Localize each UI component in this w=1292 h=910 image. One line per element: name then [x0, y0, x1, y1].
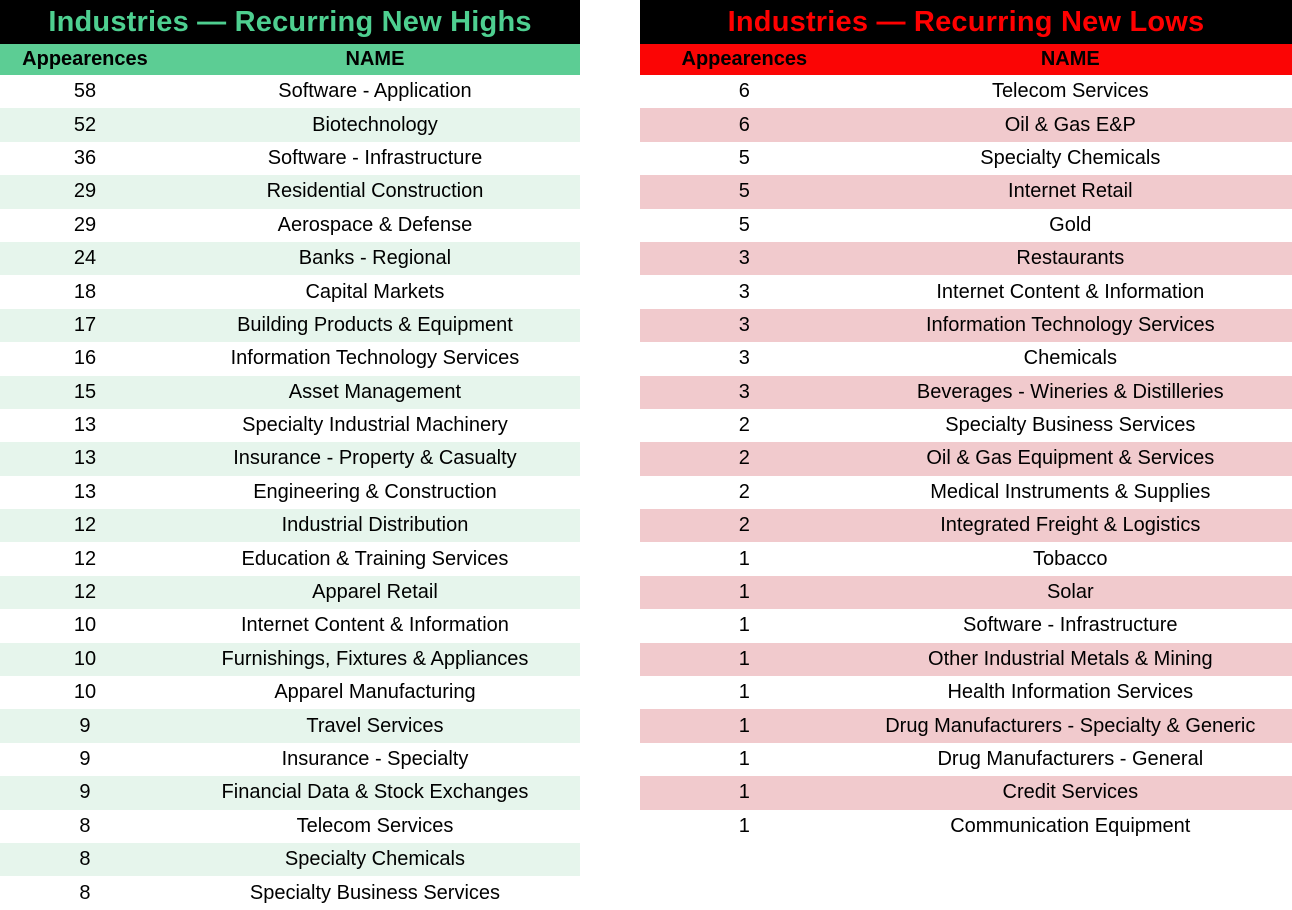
- table-row: [640, 476, 1292, 509]
- cell-name: Specialty Chemicals: [284, 848, 465, 871]
- cell-name: Telecom Services: [296, 814, 454, 837]
- table-row: [0, 609, 580, 642]
- cell-appearences: 3: [738, 247, 750, 270]
- cell-appearences: 13: [73, 447, 97, 470]
- cell-appearences: 5: [738, 213, 750, 236]
- cell-name: Industrial Distribution: [281, 514, 469, 537]
- new-lows-title-bar: [640, 0, 1292, 44]
- column-header-appearences: Appearences: [22, 48, 148, 70]
- table-row: [0, 75, 580, 108]
- table-row: [0, 876, 580, 909]
- cell-name: Residential Construction: [266, 180, 484, 203]
- cell-name: Financial Data & Stock Exchanges: [221, 781, 529, 804]
- cell-appearences: 13: [73, 414, 97, 437]
- cell-appearences: 2: [738, 514, 750, 537]
- cell-name: Other Industrial Metals & Mining: [928, 647, 1213, 670]
- cell-appearences: 12: [73, 581, 97, 604]
- table-row: [640, 342, 1292, 375]
- cell-name: Specialty Business Services: [249, 881, 501, 904]
- cell-name: Banks - Regional: [298, 247, 452, 270]
- table-row: [0, 843, 580, 876]
- table-gap: [580, 0, 640, 910]
- table-row: [640, 743, 1292, 776]
- cell-appearences: 8: [79, 881, 91, 904]
- cell-appearences: 58: [73, 80, 97, 103]
- cell-appearences: 3: [738, 313, 750, 336]
- cell-appearences: 5: [738, 146, 750, 169]
- table-row: [640, 142, 1292, 175]
- cell-appearences: 9: [79, 748, 91, 770]
- table-row: [640, 75, 1292, 108]
- cell-name: Specialty Chemicals: [980, 146, 1161, 169]
- table-row: [640, 442, 1292, 475]
- cell-name: Health Information Services: [947, 681, 1194, 704]
- table-row: [640, 275, 1292, 308]
- cell-appearences: 1: [738, 748, 750, 770]
- cell-name: Engineering & Construction: [253, 480, 497, 503]
- cell-name: Apparel Retail: [312, 581, 438, 604]
- new-lows-table: [640, 0, 1292, 910]
- table-row: [0, 409, 580, 442]
- cell-appearences: 9: [79, 714, 91, 737]
- table-row: [640, 542, 1292, 575]
- cell-appearences: 17: [73, 313, 97, 336]
- cell-name: Software - Application: [278, 80, 472, 103]
- cell-name: Oil & Gas Equipment & Services: [926, 447, 1215, 470]
- table-row: [0, 676, 580, 709]
- cell-appearences: 2: [738, 447, 750, 470]
- table-row: [0, 275, 580, 308]
- cell-name: Internet Content & Information: [240, 614, 509, 637]
- cell-name: Apparel Manufacturing: [274, 681, 476, 704]
- column-header-name: NAME: [345, 48, 405, 70]
- table-row: [0, 108, 580, 141]
- cell-appearences: 5: [738, 180, 750, 203]
- cell-name: Software - Infrastructure: [963, 614, 1178, 637]
- cell-appearences: 29: [73, 213, 97, 236]
- cell-appearences: 6: [738, 113, 750, 136]
- cell-name: Information Technology Services: [230, 347, 520, 370]
- table-row: [0, 509, 580, 542]
- cell-name: Specialty Business Services: [945, 414, 1196, 437]
- table-row: [640, 209, 1292, 242]
- table-row: [0, 776, 580, 809]
- cell-name: Information Technology Services: [925, 313, 1215, 336]
- cell-appearences: 3: [738, 380, 750, 403]
- table-row: [0, 709, 580, 742]
- cell-appearences: 18: [73, 280, 97, 303]
- cell-appearences: 13: [73, 480, 97, 503]
- table-row: [640, 810, 1292, 843]
- cell-appearences: 1: [738, 814, 750, 837]
- cell-name: Communication Equipment: [950, 814, 1191, 837]
- table-row: [640, 676, 1292, 709]
- cell-appearences: 1: [738, 581, 750, 604]
- cell-name: Telecom Services: [991, 80, 1149, 103]
- cell-name: Asset Management: [288, 380, 462, 403]
- cell-appearences: 6: [738, 80, 750, 103]
- cell-name: Specialty Industrial Machinery: [242, 414, 508, 437]
- cell-appearences: 36: [73, 146, 97, 169]
- cell-appearences: 3: [738, 280, 750, 303]
- cell-name: Insurance - Property & Casualty: [233, 447, 517, 470]
- cell-name: Furnishings, Fixtures & Appliances: [221, 647, 529, 670]
- new-highs-title-bar: [0, 0, 580, 44]
- table-row: [640, 242, 1292, 275]
- cell-name: Insurance - Specialty: [281, 748, 469, 770]
- cell-appearences: 1: [738, 681, 750, 704]
- cell-name: Internet Content & Information: [936, 280, 1205, 303]
- cell-appearences: 2: [738, 480, 750, 503]
- table-row: [0, 209, 580, 242]
- table-row: [0, 476, 580, 509]
- table-row: [640, 643, 1292, 676]
- cell-name: Capital Markets: [305, 280, 445, 303]
- cell-appearences: 3: [738, 347, 750, 370]
- cell-name: Gold: [1049, 213, 1092, 236]
- cell-appearences: 8: [79, 848, 91, 871]
- table-row: [0, 576, 580, 609]
- new-lows-rows: [640, 75, 1292, 910]
- table-row: [0, 142, 580, 175]
- cell-appearences: 9: [79, 781, 91, 804]
- table-row: [0, 309, 580, 342]
- table-row: [640, 175, 1292, 208]
- table-row: [0, 175, 580, 208]
- cell-name: Restaurants: [1016, 247, 1125, 270]
- cell-name: Credit Services: [1002, 781, 1139, 804]
- cell-appearences: 1: [738, 614, 750, 637]
- table-row: [0, 643, 580, 676]
- cell-appearences: 24: [73, 247, 97, 270]
- cell-appearences: 10: [73, 647, 97, 670]
- table-row: [0, 442, 580, 475]
- cell-name: Drug Manufacturers - General: [937, 748, 1204, 770]
- cell-appearences: 12: [73, 514, 97, 537]
- table-row: [640, 576, 1292, 609]
- table-row: [640, 776, 1292, 809]
- cell-appearences: 8: [79, 814, 91, 837]
- cell-name: Oil & Gas E&P: [1004, 113, 1136, 136]
- cell-name: Chemicals: [1023, 347, 1117, 370]
- cell-name: Building Products & Equipment: [237, 313, 513, 336]
- table-row: [0, 542, 580, 575]
- cell-appearences: 16: [73, 347, 97, 370]
- cell-name: Medical Instruments & Supplies: [930, 480, 1211, 503]
- table-row: [640, 409, 1292, 442]
- cell-name: Travel Services: [306, 714, 444, 737]
- table-row: [640, 376, 1292, 409]
- cell-appearences: 15: [73, 380, 97, 403]
- cell-name: Tobacco: [1033, 547, 1108, 570]
- column-header-appearences: Appearences: [681, 48, 808, 70]
- cell-appearences: 1: [738, 781, 750, 804]
- cell-appearences: 1: [738, 547, 750, 570]
- table-row: [640, 709, 1292, 742]
- cell-appearences: 52: [73, 113, 97, 136]
- column-header-name: NAME: [1040, 48, 1100, 70]
- table-row: [640, 509, 1292, 542]
- cell-appearences: 10: [73, 614, 97, 637]
- table-row: [640, 309, 1292, 342]
- cell-name: Aerospace & Defense: [277, 213, 473, 236]
- cell-appearences: 29: [73, 180, 97, 203]
- new-highs-column-header-row: [0, 44, 580, 75]
- cell-name: Education & Training Services: [241, 547, 509, 570]
- cell-name: Biotechnology: [312, 113, 438, 136]
- table-row: [0, 376, 580, 409]
- cell-appearences: 2: [738, 414, 750, 437]
- table-row: [0, 743, 580, 776]
- new-lows-title: Industries — Recurring New Lows: [727, 5, 1205, 38]
- table-row: [0, 342, 580, 375]
- new-lows-column-header-row: [640, 44, 1292, 75]
- cell-name: Beverages - Wineries & Distilleries: [916, 380, 1224, 403]
- cell-appearences: 10: [73, 681, 97, 704]
- cell-name: Software - Infrastructure: [267, 146, 483, 169]
- new-highs-table: [0, 0, 580, 910]
- table-row: [0, 810, 580, 843]
- table-row: [640, 609, 1292, 642]
- cell-name: Internet Retail: [1008, 180, 1133, 203]
- cell-name: Drug Manufacturers - Specialty & Generic: [885, 714, 1256, 737]
- cell-name: Integrated Freight & Logistics: [940, 514, 1201, 537]
- cell-name: Solar: [1046, 581, 1094, 604]
- new-highs-rows: [0, 75, 580, 910]
- table-row: [640, 108, 1292, 141]
- new-highs-title: Industries — Recurring New Highs: [48, 5, 532, 38]
- table-row: [0, 242, 580, 275]
- cell-appearences: 12: [73, 547, 97, 570]
- cell-appearences: 1: [738, 647, 750, 670]
- cell-appearences: 1: [738, 714, 750, 737]
